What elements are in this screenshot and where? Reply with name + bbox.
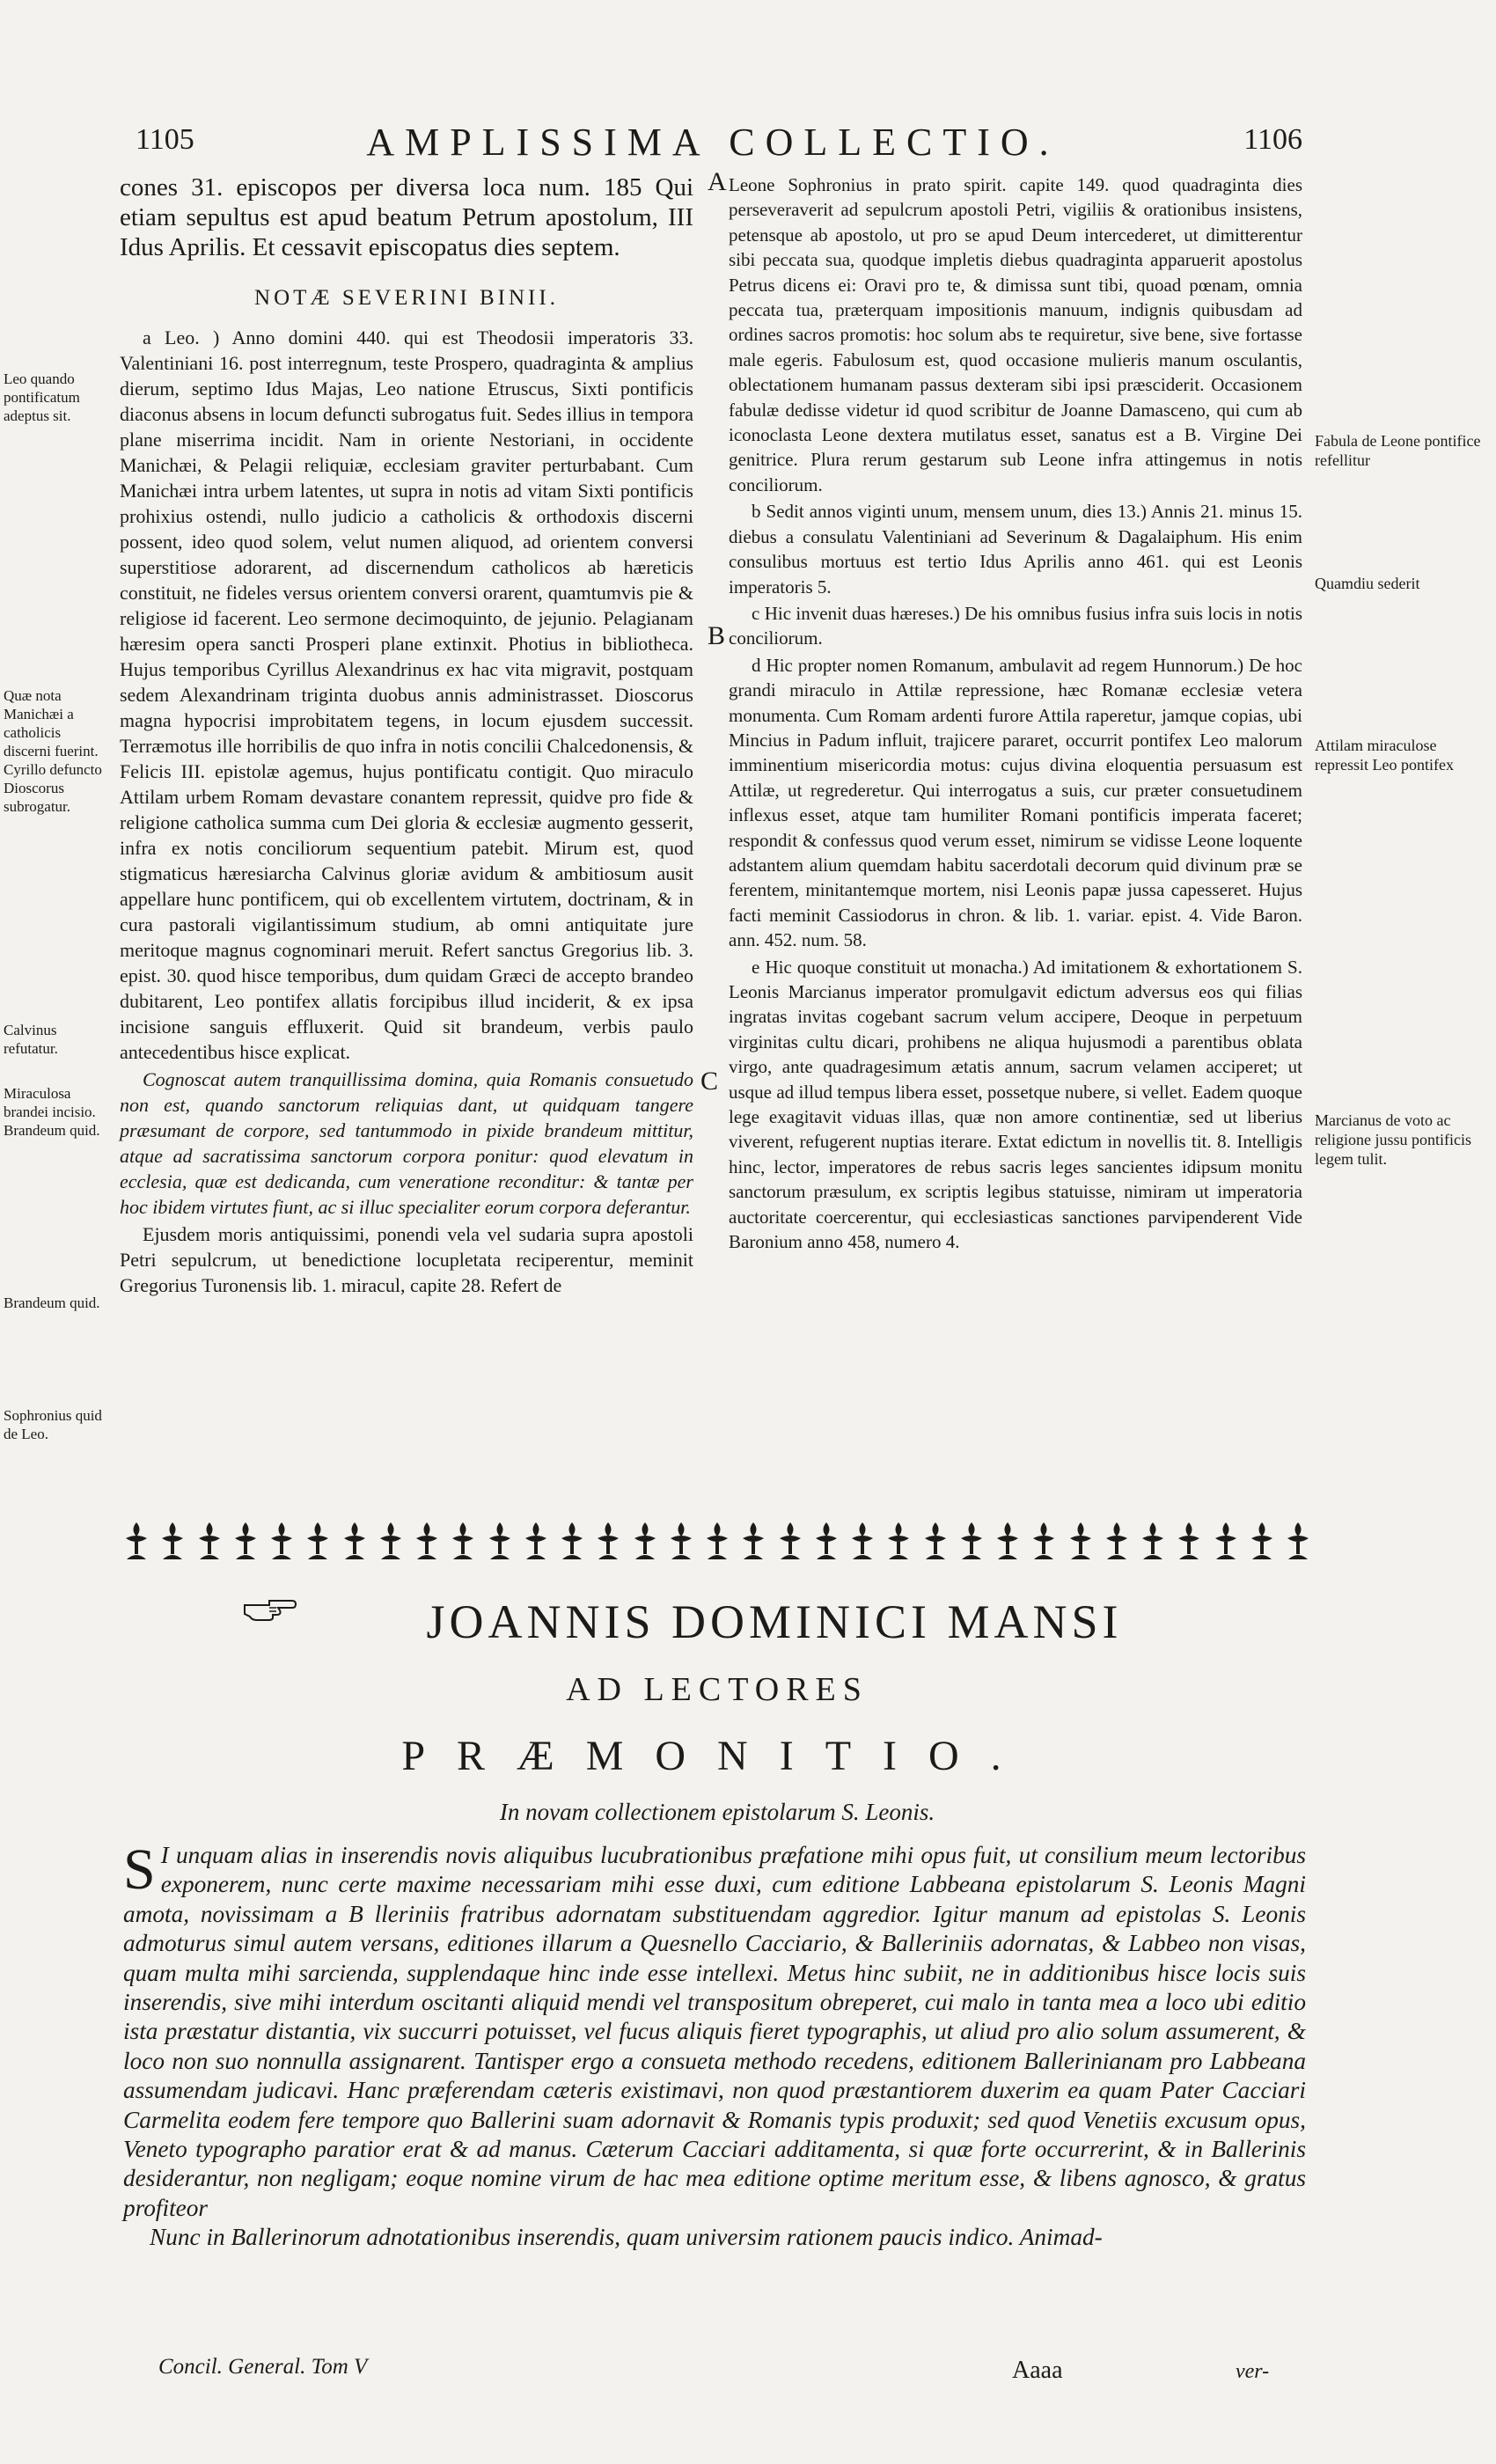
- footer-gathering-mark: Aaaa: [1012, 2357, 1063, 2384]
- footer-catchword: ver-: [1236, 2360, 1270, 2383]
- section-letter-b: B: [708, 621, 726, 650]
- margin-note-left: Brandeum quid.: [4, 1294, 100, 1311]
- section-subtitle: AD LECTORES: [566, 1671, 869, 1708]
- note-c: c Hic invenit duas hæreses.) De his omnibus fusius infra suis locis in notis conciliorum.: [729, 602, 1302, 649]
- margin-note-right: Fabula de Leone pontifice refellitur: [1315, 432, 1481, 469]
- fleuron-ornament-icon: [1285, 1521, 1311, 1563]
- fleuron-ornament-icon: [958, 1521, 985, 1563]
- fleuron-ornament-icon: [378, 1521, 404, 1563]
- praemonitio-last-line: Nunc in Ballerinorum adnotationibus inserendis, quam universim rationem paucis indico. Animad-: [150, 2224, 1103, 2251]
- fleuron-ornament-icon: [487, 1521, 513, 1563]
- fleuron-ornament-icon: [885, 1521, 912, 1563]
- section-letter-a: A: [708, 167, 727, 196]
- fleuron-ornament-icon: [450, 1521, 476, 1563]
- fleuron-ornament-icon: [268, 1521, 295, 1563]
- fleuron-ornament-icon: [341, 1521, 368, 1563]
- fleuron-ornament-icon: [994, 1521, 1021, 1563]
- fleuron-ornament-icon: [704, 1521, 730, 1563]
- printers-ornament-band: [123, 1515, 1311, 1568]
- left-tail-paragraph: Ejusdem moris antiquissimi, ponendi vela vel sudaria supra apostoli Petri sepulcrum, ut benedictione locupletata reciperentur, meminit Gregorius Turonensis lib. 1. miracul, capite 28. Refert de: [120, 1223, 693, 1296]
- fleuron-ornament-icon: [595, 1521, 621, 1563]
- section-title: JOANNIS DOMINICI MANSI: [426, 1595, 1123, 1648]
- margin-note-left: Leo quando pontificatum adeptus sit.: [4, 370, 80, 424]
- margin-note-left: Sophronius quid de Leo.: [4, 1407, 102, 1442]
- gregory-quote: Cognoscat autem tranquillissima domina, quia Romanis consuetudo non est, quando sanctorum reliquias dant, ut quidquam tangere præsumant de corpore, sed tantummodo in pixide brandeum mittitur, atque ad sacratissima sanctorum corpora ponitur: quod elevatum in ecclesia, quæ est dedicanda, cum veneratione reconditur: & tantæ per hoc ibidem virtutes fiunt, ac si illuc specialiter eorum corpora deferantur.: [120, 1068, 693, 1218]
- fleuron-ornament-icon: [1176, 1521, 1202, 1563]
- fleuron-ornament-icon: [123, 1521, 150, 1563]
- drop-cap: S: [123, 1837, 156, 1902]
- fleuron-ornament-icon: [232, 1521, 259, 1563]
- page-number-left: 1105: [136, 123, 194, 156]
- left-lead-paragraph: cones 31. episcopos per diversa loca num. 185 Qui etiam sepultus est apud beatum Petrum apostolum, III Idus Aprilis. Et cessavit episcopatus dies septem.: [120, 173, 693, 261]
- section-subtitle-praemonitio: PRÆMONITIO.: [401, 1733, 1033, 1779]
- margin-note-left: Quæ nota Manichæi a catholicis discerni fuerint. Cyrillo defuncto Dioscorus subrogatur.: [4, 687, 102, 815]
- fleuron-ornament-icon: [1213, 1521, 1239, 1563]
- fleuron-ornament-icon: [414, 1521, 440, 1563]
- margin-note-left: Miraculosa brandei incisio. Brandeum quid.: [4, 1085, 100, 1139]
- fleuron-ornament-icon: [559, 1521, 585, 1563]
- fleuron-ornament-icon: [159, 1521, 186, 1563]
- fleuron-ornament-icon: [740, 1521, 766, 1563]
- fleuron-ornament-icon: [668, 1521, 694, 1563]
- right-column: [729, 172, 1302, 1256]
- note-d: d Hic propter nomen Romanum, ambulavit ad regem Hunnorum.) De hoc grandi miraculo in Attilæ repressione, hæc Romanæ ecclesiæ vetera monumenta. Cum Romam ardenti furore Attila raperetur, jamque copias, ubi Mincius in Padum influit, trajicere pararet, occurrit pontifex Leo malorum imminentium misericordia motus: cujus divina eloquentia persuasum est Attilæ, ut regrederetur. Qui interrogatus a suis, cur præter consuetudinem inflexus esset, atque tam humiliter Romani pontificis imperata faceret; respondit & confessus quod verum esset, nimirum se vidisse Leone loquente adstantem alium quemdam habitu sacerdotali decorum quid divinum præ se ferentem, minitantemque mortem, nisi Leonis papæ jussa capesseret. Hujus facti meminit Cassiodorus in chron. & lib. 1. variar. epist. 4. Vide Baron. ann. 452. num. 58.: [729, 654, 1302, 951]
- fleuron-ornament-icon: [813, 1521, 840, 1563]
- margin-note-right: Attilam miraculose repressit Leo pontifex: [1315, 737, 1454, 774]
- fleuron-ornament-icon: [1104, 1521, 1130, 1563]
- left-column: [120, 172, 693, 1300]
- fleuron-ornament-icon: [1067, 1521, 1094, 1563]
- fleuron-ornament-icon: [523, 1521, 549, 1563]
- fleuron-ornament-icon: [1249, 1521, 1275, 1563]
- running-title: AMPLISSIMA COLLECTIO.: [366, 121, 1060, 164]
- margin-note-left: Calvinus refutatur.: [4, 1022, 58, 1057]
- praemonitio-text: I unquam alias in inserendis novis aliquibus lucubrationibus præfatione mihi opus fuit, ut consilium meum lectoribus exponerem, nunc certe maxime necessariam mihi esse duxi, cum editione Labbeana epistolarum S. Leonis Magni amota, novissimam a B lleriniis fratribus adornatam substituendam aggredior. Igitur manum ad epistolas S. Leonis admoturus simul autem versans, editiones illarum a Quesnello Cacciario, & Balleriniis adornatas, & Labbeo non visas, quam multa mihi sarcienda, supplendaque hinc inde esse intellexi. Metus hinc subiit, ne in additionibus hisce locis suis inserendis, sive mihi interdum oscitanti aliquid mendi vel transpositum obreperet, cui malo in tanta mea a loco ubi editio ista præstatur distantia, vix succurri potuisset, vel fucus aliquis fieret typographis, ut aliud pro alio solum assumerent, & loco non suo nonnulla assignarent. Tantisper ergo a consueta methodo recedens, editionem Ballerinianam pro Labbeana assumendam judicavi. Hanc præferendam cæteris existimavi, non quod præstantiorem duxerim ea quam Pater Cacciari Carmelita eodem fere tempore quo Ballerini suam adornavit & Romanis typis produxit; sed quod Venetiis excusum opus, Veneto typographo paratior erat & ad manus. Cæterum Cacciari additamenta, si quæ forte occurrerint, & in Ballerinis desiderantur, non negligam; eoque nomine virum de hac mea editione optime meritum esse, & libens agnosco, & gratus profiteor: [123, 1842, 1306, 2221]
- pointing-hand-icon: [243, 1593, 297, 1621]
- fleuron-ornament-icon: [1140, 1521, 1166, 1563]
- footer-signature: Concil. General. Tom V: [158, 2355, 368, 2379]
- fleuron-ornament-icon: [196, 1521, 223, 1563]
- page-number-right: 1106: [1243, 123, 1302, 156]
- section-dedication: In novam collectionem epistolarum S. Leonis.: [499, 1799, 935, 1825]
- praemonitio-body: [123, 1837, 1306, 2253]
- note-a: a Leo. ) Anno domini 440. qui est Theodosii imperatoris 33. Valentiniani 16. post interregnum, teste Prospero, quadraginta & amplius dierum, septimo Idus Majas, Leo natione Etruscus, Sixti pontificis diaconus absens in locum defuncti subrogatus fuit. Sedes illius in tempora plane miserrima incidit. Nam in oriente Nestoriani, in occidente Manichæi, & Pelagii reliquiæ, ecclesiam graviter perturbabant. Cum Manichæi intra urbem latentes, ut supra in notis ad vitam Sixti pontificis prohixius ostendi, nullo judicio a catholicis & orthodoxis discerni possent, ideo quod solem, velut numen aliquod, ad orientem conversi superstitiose adorarent, ad discernendum catholicos ab hæreticis constituit, ne fideles versus orientem conversi orarent, quamtumvis pie & religiose id facerent. Leo sermone decimoquinto, de jejunio. Pelagianam hæresim opera sancti Prosperi plane extinxit. Photius in bibliotheca. Hujus temporibus Cyrillus Alexandrinus ex hac vita migravit, postquam sedem Alexandrinam triginta duobus annis administrasset. Dioscorus magna hypocrisi improbitatem tegens, in locum ejusdem successit. Terræmotus ille horribilis de quo infra in notis concilii Chalcedonensis, & Felicis III. epistolæ agemus, hujus pontificatu contigit. Quo miraculo Attilam urbem Romam devastare conantem repressit, quidve pro fide & religione catholica summa cum Dei gloria & ecclesiæ augmento gesserit, infra ex notis conciliorum sequentium patebit. Mirum est, quod stigmaticus hæresiarcha Calvinus gloriæ avidum & ambitiosum ausit appellare hunc pontificem, qui ob excellentem virtutem, doctrinam, & in cura pastorali vigilantissimum studium, ab omni antiquitate jure meritoque magnus cognominari meruit. Refert sanctus Gregorius lib. 3. epist. 30. quod hisce temporibus, dum quidam Græci de accepto brandeo dubitarent, Leo pontifex allatis forcipibus illud inciderit, & ex ipsa incisione sanguis effluxerit. Quid sit brandeum, verbis paulo antecedentibus hisce explicat.: [120, 326, 693, 1063]
- fleuron-ornament-icon: [777, 1521, 803, 1563]
- fleuron-ornament-icon: [632, 1521, 658, 1563]
- section-letter-c: C: [700, 1067, 719, 1096]
- margin-note-right: Marcianus de voto ac religione jussu pontificis legem tulit.: [1315, 1111, 1471, 1168]
- fleuron-ornament-icon: [922, 1521, 949, 1563]
- fleuron-ornament-icon: [849, 1521, 876, 1563]
- note-b: b Sedit annos viginti unum, mensem unum, dies 13.) Annis 21. minus 15. diebus a consulatu Valentiniani ad Severinum & Dagalaiphum. His enim consulibus mortuus est tertio Idus Aprilis anno 461. qui est Leonis imperatoris 5.: [729, 501, 1302, 598]
- fleuron-ornament-icon: [304, 1521, 331, 1563]
- right-paragraph-1: Leone Sophronius in prato spirit. capite 149. quod quadraginta dies perseveraverit ad sepulcrum apostoli Petri, vigiliis & orationibus insistens, petensque ab apostolo, ut pro se apud Deum intercederet, ut dimitterentur sibi peccata sua, quodque impletis diebus quadraginta apparuerit apostolus Petrus dicens ei: Oravi pro te, & dimissa sunt tibi, quoad pœnam, omnia peccata tua, præterquam impositionis manuum, indignis quibusdam ad ordines sacros promotis: hoc solum abs te requiretur, sive bene, sive fortasse male egeris. Fabulosum est, quod occasione mulieris manum osculantis, oblectationem humanam passus dexteram sibi ipsi præsciderit. Occasionem fabulæ dedisse videtur id quod scribitur de Joanne Damasceno, qui cum ab iconoclasta Leone dextera mutilatus esset, sanatus est a B. Virgine Dei genitrice. Plura rerum gestarum sub Leone infra attingemus in notis conciliorum.: [729, 174, 1302, 495]
- note-e: e Hic quoque constituit ut monacha.) Ad imitationem & exhortationem S. Leonis Marcianus imperator promulgavit edictum adversus eos qui filias ingratas invitas cogebant sacrum velum accipere, Deoque in perpetuum virginitas cultu dicari, prohibens ne aliqua hujusmodi a parentibus oblata virgo, ante quadragesimum ætatis annum, sacrum velamen acciperet; ut usque ad illud tempus libera esset, possetque nubere, si vellet. Eadem quoque lege exagitavit viduas illas, quæ non amore continentiæ, sed ut liberius viverent, refugerent nuptias iterare. Extat edictum in novellis tit. 8. Intelligis hinc, lector, imperatores de rebus sacris leges sancientes idipsum monitu sanctorum præsulum, ex scriptis legibus statuisse, nimiram ut imperatoria auctoritate coercerentur, qui ecclesiasticas sanctiones parvipenderent Vide Baronium anno 458, numero 4.: [729, 956, 1302, 1253]
- notes-heading: NOTÆ SEVERINI BINII.: [254, 286, 559, 310]
- fleuron-ornament-icon: [1030, 1521, 1057, 1563]
- margin-note-right: Quamdiu sederit: [1315, 575, 1420, 592]
- running-head: [123, 123, 1302, 167]
